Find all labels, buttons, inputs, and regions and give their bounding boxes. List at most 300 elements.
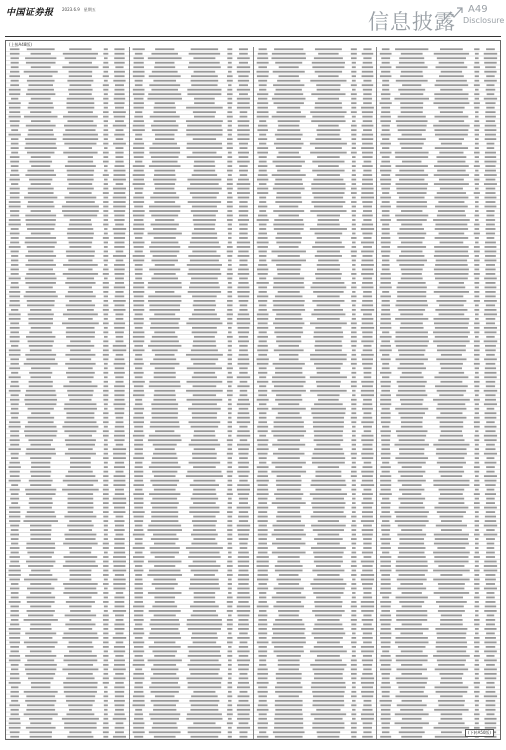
table-cell-text bbox=[153, 228, 176, 230]
table-cell-text bbox=[193, 502, 216, 504]
table-cell-text bbox=[10, 327, 20, 329]
table-cell-text bbox=[381, 385, 391, 387]
table-cell-text bbox=[193, 363, 215, 365]
table-cell-text bbox=[381, 345, 392, 347]
table-cell-text bbox=[11, 453, 19, 455]
table-cell-text bbox=[434, 255, 469, 257]
table-cell-text bbox=[132, 125, 144, 127]
table-cell-text bbox=[115, 376, 123, 378]
table-cell-text bbox=[27, 704, 55, 706]
table-cell-text bbox=[135, 525, 143, 527]
table-cell-text bbox=[69, 48, 91, 50]
table-cell-text bbox=[380, 287, 392, 289]
table-cell-text bbox=[362, 633, 371, 635]
table-cell-text bbox=[257, 534, 267, 536]
table-cell-text bbox=[381, 421, 391, 423]
table-cell-text bbox=[103, 197, 108, 199]
table-cell-text bbox=[361, 480, 372, 482]
table-cell-text bbox=[239, 174, 247, 176]
table-cell-text bbox=[28, 251, 53, 253]
table-cell-text bbox=[134, 345, 143, 347]
table-cell-text bbox=[29, 179, 52, 181]
table-cell-text bbox=[238, 354, 248, 356]
table-cell-text bbox=[9, 480, 21, 482]
table-cell-text bbox=[151, 583, 177, 585]
table-cell-text bbox=[274, 48, 303, 50]
table-cell-text bbox=[190, 606, 219, 608]
table-cell-text bbox=[484, 475, 497, 477]
table-cell-text bbox=[114, 233, 126, 235]
table-cell-text bbox=[64, 125, 97, 127]
table-cell-text bbox=[227, 709, 232, 711]
table-cell-text bbox=[150, 421, 179, 423]
table-cell-text bbox=[134, 233, 144, 235]
table-cell-text bbox=[436, 453, 467, 455]
table-cell-text bbox=[237, 120, 249, 122]
table-cell-text bbox=[103, 421, 109, 423]
table-cell-text bbox=[227, 453, 233, 455]
table-cell-text bbox=[27, 601, 55, 603]
table-cell-text bbox=[278, 215, 298, 217]
table-cell-text bbox=[25, 403, 56, 405]
table-cell-text bbox=[439, 606, 464, 608]
table-cell-text bbox=[134, 430, 143, 432]
table-cell-text bbox=[351, 516, 356, 518]
table-cell-text bbox=[8, 466, 20, 468]
table-cell-text bbox=[135, 138, 142, 140]
table-cell-text bbox=[27, 304, 54, 306]
table-cell-text bbox=[104, 538, 108, 540]
table-cell-text bbox=[434, 592, 469, 594]
table-cell-text bbox=[114, 48, 124, 50]
table-cell-text bbox=[189, 62, 220, 64]
table-cell-text bbox=[313, 677, 342, 679]
table-cell-text bbox=[382, 534, 390, 536]
table-cell-text bbox=[153, 399, 176, 401]
table-cell-text bbox=[395, 520, 429, 522]
table-cell-text bbox=[27, 89, 53, 91]
table-cell-text bbox=[259, 143, 266, 145]
table-cell-text bbox=[151, 260, 178, 262]
table-cell-text bbox=[313, 309, 342, 311]
table-cell-text bbox=[399, 507, 425, 509]
table-cell-text bbox=[104, 71, 109, 73]
table-cell-text bbox=[475, 53, 479, 55]
table-cell-text bbox=[239, 367, 247, 369]
table-cell-text bbox=[10, 435, 19, 437]
table-cell-text bbox=[227, 192, 231, 194]
table-cell-text bbox=[10, 363, 18, 365]
table-cell-text bbox=[134, 475, 143, 477]
table-cell-text bbox=[133, 152, 144, 154]
table-cell-text bbox=[187, 143, 222, 145]
table-cell-text bbox=[192, 327, 217, 329]
table-cell-text bbox=[257, 722, 268, 724]
table-cell-text bbox=[351, 372, 356, 374]
table-cell-text bbox=[351, 727, 356, 729]
table-cell-text bbox=[239, 691, 247, 693]
table-cell-text bbox=[486, 700, 496, 702]
table-cell-text bbox=[435, 116, 469, 118]
table-cell-text bbox=[274, 183, 302, 185]
table-cell-text bbox=[399, 498, 426, 500]
table-cell-text bbox=[29, 102, 53, 104]
table-cell-text bbox=[351, 138, 356, 140]
table-cell-text bbox=[258, 538, 266, 540]
table-cell-text bbox=[351, 695, 357, 697]
table-cell-text bbox=[104, 610, 108, 612]
table-cell-text bbox=[258, 713, 266, 715]
table-cell-text bbox=[29, 574, 52, 576]
table-cell-text bbox=[474, 417, 479, 419]
table-cell-text bbox=[361, 453, 374, 455]
table-cell-text bbox=[310, 210, 346, 212]
table-cell-text bbox=[114, 439, 124, 441]
table-cell-text bbox=[25, 700, 56, 702]
table-cell-text bbox=[228, 107, 232, 109]
table-cell-text bbox=[63, 385, 97, 387]
table-cell-text bbox=[399, 354, 424, 356]
table-cell-text bbox=[28, 260, 53, 262]
table-cell-text bbox=[150, 197, 179, 199]
table-cell-text bbox=[351, 502, 355, 504]
table-cell-text bbox=[191, 349, 218, 351]
table-cell-text bbox=[115, 489, 124, 491]
table-cell-text bbox=[9, 354, 21, 356]
table-cell-text bbox=[134, 682, 142, 684]
table-cell-text bbox=[227, 57, 232, 59]
table-cell-text bbox=[114, 529, 125, 531]
table-cell-text bbox=[475, 282, 480, 284]
table-cell-text bbox=[438, 107, 464, 109]
table-cell-text bbox=[363, 547, 371, 549]
table-cell-text bbox=[69, 641, 93, 643]
table-cell-text bbox=[24, 295, 58, 297]
table-cell-text bbox=[113, 300, 126, 302]
table-cell-text bbox=[228, 349, 231, 351]
table-cell-text bbox=[65, 57, 96, 59]
table-cell-text bbox=[486, 201, 496, 203]
table-cell-text bbox=[396, 655, 428, 657]
table-cell-text bbox=[474, 260, 480, 262]
table-cell-text bbox=[310, 484, 346, 486]
table-cell-text bbox=[310, 583, 346, 585]
table-cell-text bbox=[133, 197, 144, 199]
table-cell-text bbox=[228, 399, 231, 401]
table-cell-text bbox=[441, 529, 462, 531]
table-cell-text bbox=[257, 98, 266, 100]
table-cell-text bbox=[273, 224, 304, 226]
table-cell-text bbox=[278, 66, 298, 68]
table-cell-text bbox=[66, 304, 95, 306]
table-cell-text bbox=[227, 619, 233, 621]
table-cell-text bbox=[227, 574, 233, 576]
table-cell-text bbox=[147, 287, 181, 289]
table-cell-text bbox=[227, 444, 232, 446]
table-cell-text bbox=[103, 502, 109, 504]
table-cell-text bbox=[382, 691, 390, 693]
table-cell-text bbox=[113, 561, 126, 563]
table-cell-text bbox=[475, 610, 478, 612]
table-cell-text bbox=[9, 291, 20, 293]
table-cell-text bbox=[258, 650, 267, 652]
table-cell-text bbox=[194, 161, 215, 163]
table-cell-text bbox=[66, 255, 94, 257]
table-cell-text bbox=[192, 295, 217, 297]
table-cell-text bbox=[351, 615, 356, 617]
table-cell-text bbox=[227, 561, 232, 563]
table-cell-text bbox=[485, 439, 497, 441]
table-cell-text bbox=[239, 264, 247, 266]
table-cell-text bbox=[401, 111, 423, 113]
table-cell-text bbox=[11, 143, 19, 145]
table-cell-text bbox=[400, 691, 424, 693]
table-cell-text bbox=[381, 561, 392, 563]
table-cell-text bbox=[475, 376, 480, 378]
table-cell-text bbox=[114, 57, 125, 59]
table-cell-text bbox=[382, 89, 389, 91]
table-cell-text bbox=[133, 516, 143, 518]
table-cell-text bbox=[148, 57, 182, 59]
table-cell-text bbox=[381, 322, 392, 324]
table-cell-text bbox=[380, 619, 392, 621]
table-cell-text bbox=[193, 529, 216, 531]
table-cell-text bbox=[400, 543, 425, 545]
table-cell-text bbox=[188, 53, 219, 55]
table-cell-text bbox=[350, 381, 356, 383]
table-cell-text bbox=[115, 727, 125, 729]
table-cell-text bbox=[440, 152, 464, 154]
table-cell-text bbox=[382, 201, 390, 203]
table-cell-text bbox=[152, 129, 178, 131]
table-cell-text bbox=[103, 116, 108, 118]
table-cell-text bbox=[113, 201, 125, 203]
table-cell-text bbox=[148, 439, 182, 441]
table-cell-text bbox=[351, 295, 356, 297]
table-cell-text bbox=[382, 529, 391, 531]
table-cell-text bbox=[149, 152, 180, 154]
table-cell-text bbox=[238, 722, 248, 724]
table-cell-text bbox=[256, 71, 268, 73]
table-cell-text bbox=[441, 430, 462, 432]
table-cell-text bbox=[238, 448, 249, 450]
table-cell-text bbox=[438, 287, 466, 289]
table-cell-text bbox=[134, 655, 142, 657]
table-cell-text bbox=[361, 650, 374, 652]
table-cell-text bbox=[149, 206, 181, 208]
table-cell-text bbox=[312, 246, 345, 248]
table-cell-text bbox=[397, 668, 428, 670]
table-cell-text bbox=[103, 507, 108, 509]
table-cell-text bbox=[437, 358, 467, 360]
table-cell-text bbox=[380, 152, 392, 154]
table-cell-text bbox=[238, 556, 249, 558]
table-cell-text bbox=[152, 484, 177, 486]
table-cell-text bbox=[435, 251, 468, 253]
table-cell-text bbox=[475, 480, 480, 482]
table-cell-text bbox=[104, 453, 109, 455]
table-cell-text bbox=[396, 610, 427, 612]
table-cell-text bbox=[277, 507, 300, 509]
table-cell-text bbox=[271, 260, 306, 262]
table-cell-text bbox=[278, 125, 299, 127]
table-cell-text bbox=[134, 426, 143, 428]
table-cell-text bbox=[256, 561, 268, 563]
table-cell-text bbox=[352, 291, 355, 293]
table-cell-text bbox=[187, 201, 220, 203]
table-cell-text bbox=[11, 592, 19, 594]
table-cell-text bbox=[361, 381, 373, 383]
table-cell-text bbox=[475, 219, 479, 221]
table-cell-text bbox=[485, 637, 496, 639]
table-cell-text bbox=[237, 255, 249, 257]
table-cell-text bbox=[26, 219, 56, 221]
table-cell-text bbox=[30, 556, 52, 558]
table-cell-text bbox=[475, 664, 480, 666]
table-cell-text bbox=[257, 152, 268, 154]
table-cell-text bbox=[103, 206, 108, 208]
table-cell-text bbox=[103, 430, 109, 432]
table-cell-text bbox=[351, 484, 355, 486]
table-cell-text bbox=[148, 300, 181, 302]
table-cell-text bbox=[382, 269, 390, 271]
table-cell-text bbox=[351, 57, 357, 59]
table-cell-text bbox=[116, 444, 124, 446]
table-cell-text bbox=[227, 624, 233, 626]
table-cell-text bbox=[25, 633, 56, 635]
table-cell-text bbox=[239, 170, 248, 172]
table-cell-text bbox=[312, 704, 344, 706]
table-cell-text bbox=[310, 152, 347, 154]
table-cell-text bbox=[351, 345, 356, 347]
table-cell-text bbox=[237, 129, 250, 131]
table-cell-text bbox=[276, 156, 300, 158]
table-cell-text bbox=[382, 498, 389, 500]
table-cell-text bbox=[485, 641, 497, 643]
table-cell-text bbox=[67, 390, 93, 392]
table-cell-text bbox=[257, 673, 268, 675]
table-cell-text bbox=[381, 412, 391, 414]
table-cell-text bbox=[151, 89, 178, 91]
table-cell-text bbox=[257, 444, 267, 446]
table-column-lines bbox=[6, 47, 129, 739]
table-cell-text bbox=[70, 457, 91, 459]
table-cell-text bbox=[190, 498, 217, 500]
table-cell-text bbox=[382, 300, 390, 302]
table-cell-text bbox=[115, 673, 124, 675]
table-cell-text bbox=[440, 48, 463, 50]
table-cell-text bbox=[438, 403, 466, 405]
table-cell-text bbox=[29, 75, 52, 77]
table-cell-text bbox=[311, 93, 345, 95]
table-cell-text bbox=[115, 619, 123, 621]
table-cell-text bbox=[351, 421, 356, 423]
table-cell-text bbox=[134, 471, 143, 473]
table-cell-text bbox=[238, 601, 248, 603]
table-cell-text bbox=[351, 309, 355, 311]
table-cell-text bbox=[352, 394, 355, 396]
table-cell-text bbox=[401, 426, 423, 428]
table-cell-text bbox=[239, 228, 247, 230]
table-cell-text bbox=[154, 174, 175, 176]
table-cell-text bbox=[382, 147, 389, 149]
table-cell-text bbox=[152, 255, 176, 257]
table-cell-text bbox=[361, 502, 373, 504]
table-cell-text bbox=[114, 390, 124, 392]
table-cell-text bbox=[31, 210, 51, 212]
table-cell-text bbox=[152, 606, 177, 608]
table-cell-text bbox=[25, 664, 57, 666]
table-cell-text bbox=[237, 412, 249, 414]
table-cell-text bbox=[485, 412, 497, 414]
table-cell-text bbox=[227, 534, 232, 536]
table-cell-text bbox=[30, 457, 51, 459]
table-cell-text bbox=[274, 700, 302, 702]
table-cell-text bbox=[257, 322, 267, 324]
table-cell-text bbox=[27, 170, 54, 172]
table-cell-text bbox=[238, 700, 248, 702]
table-cell-text bbox=[351, 300, 356, 302]
table-cell-text bbox=[134, 588, 142, 590]
table-cell-text bbox=[227, 507, 231, 509]
table-cell-text bbox=[134, 412, 142, 414]
table-cell-text bbox=[154, 390, 175, 392]
table-cell-text bbox=[381, 525, 390, 527]
table-cell-text bbox=[25, 237, 56, 239]
table-cell-text bbox=[239, 237, 248, 239]
table-cell-text bbox=[151, 403, 178, 405]
table-cell-text bbox=[309, 143, 346, 145]
table-cell-text bbox=[237, 98, 250, 100]
table-cell-text bbox=[237, 484, 249, 486]
table-cell-text bbox=[381, 313, 391, 315]
table-cell-text bbox=[9, 89, 21, 91]
table-cell-text bbox=[133, 408, 144, 410]
table-cell-text bbox=[135, 278, 142, 280]
table-cell-text bbox=[350, 125, 356, 127]
table-cell-text bbox=[439, 502, 465, 504]
table-cell-text bbox=[147, 574, 182, 576]
table-cell-text bbox=[362, 466, 372, 468]
table-cell-text bbox=[149, 493, 180, 495]
table-cell-text bbox=[362, 278, 371, 280]
table-cell-text bbox=[316, 597, 341, 599]
table-cell-text bbox=[402, 592, 422, 594]
table-cell-text bbox=[350, 358, 356, 360]
table-cell-text bbox=[381, 606, 391, 608]
table-cell-text bbox=[351, 287, 356, 289]
table-cell-text bbox=[276, 197, 301, 199]
table-cell-text bbox=[395, 511, 429, 513]
table-cell-text bbox=[311, 313, 345, 315]
table-cell-text bbox=[276, 264, 301, 266]
table-cell-text bbox=[312, 668, 344, 670]
table-cell-text bbox=[274, 331, 303, 333]
table-cell-text bbox=[133, 300, 144, 302]
table-cell-text bbox=[238, 682, 249, 684]
table-cell-text bbox=[133, 340, 144, 342]
table-cell-text bbox=[103, 619, 109, 621]
table-cell-text bbox=[382, 210, 390, 212]
table-cell-text bbox=[258, 161, 266, 163]
table-cell-text bbox=[362, 727, 371, 729]
table-cell-text bbox=[63, 583, 98, 585]
table-cell-text bbox=[103, 282, 109, 284]
table-cell-text bbox=[11, 251, 19, 253]
table-cell-text bbox=[238, 453, 248, 455]
table-cell-text bbox=[485, 516, 496, 518]
table-cell-text bbox=[103, 641, 109, 643]
